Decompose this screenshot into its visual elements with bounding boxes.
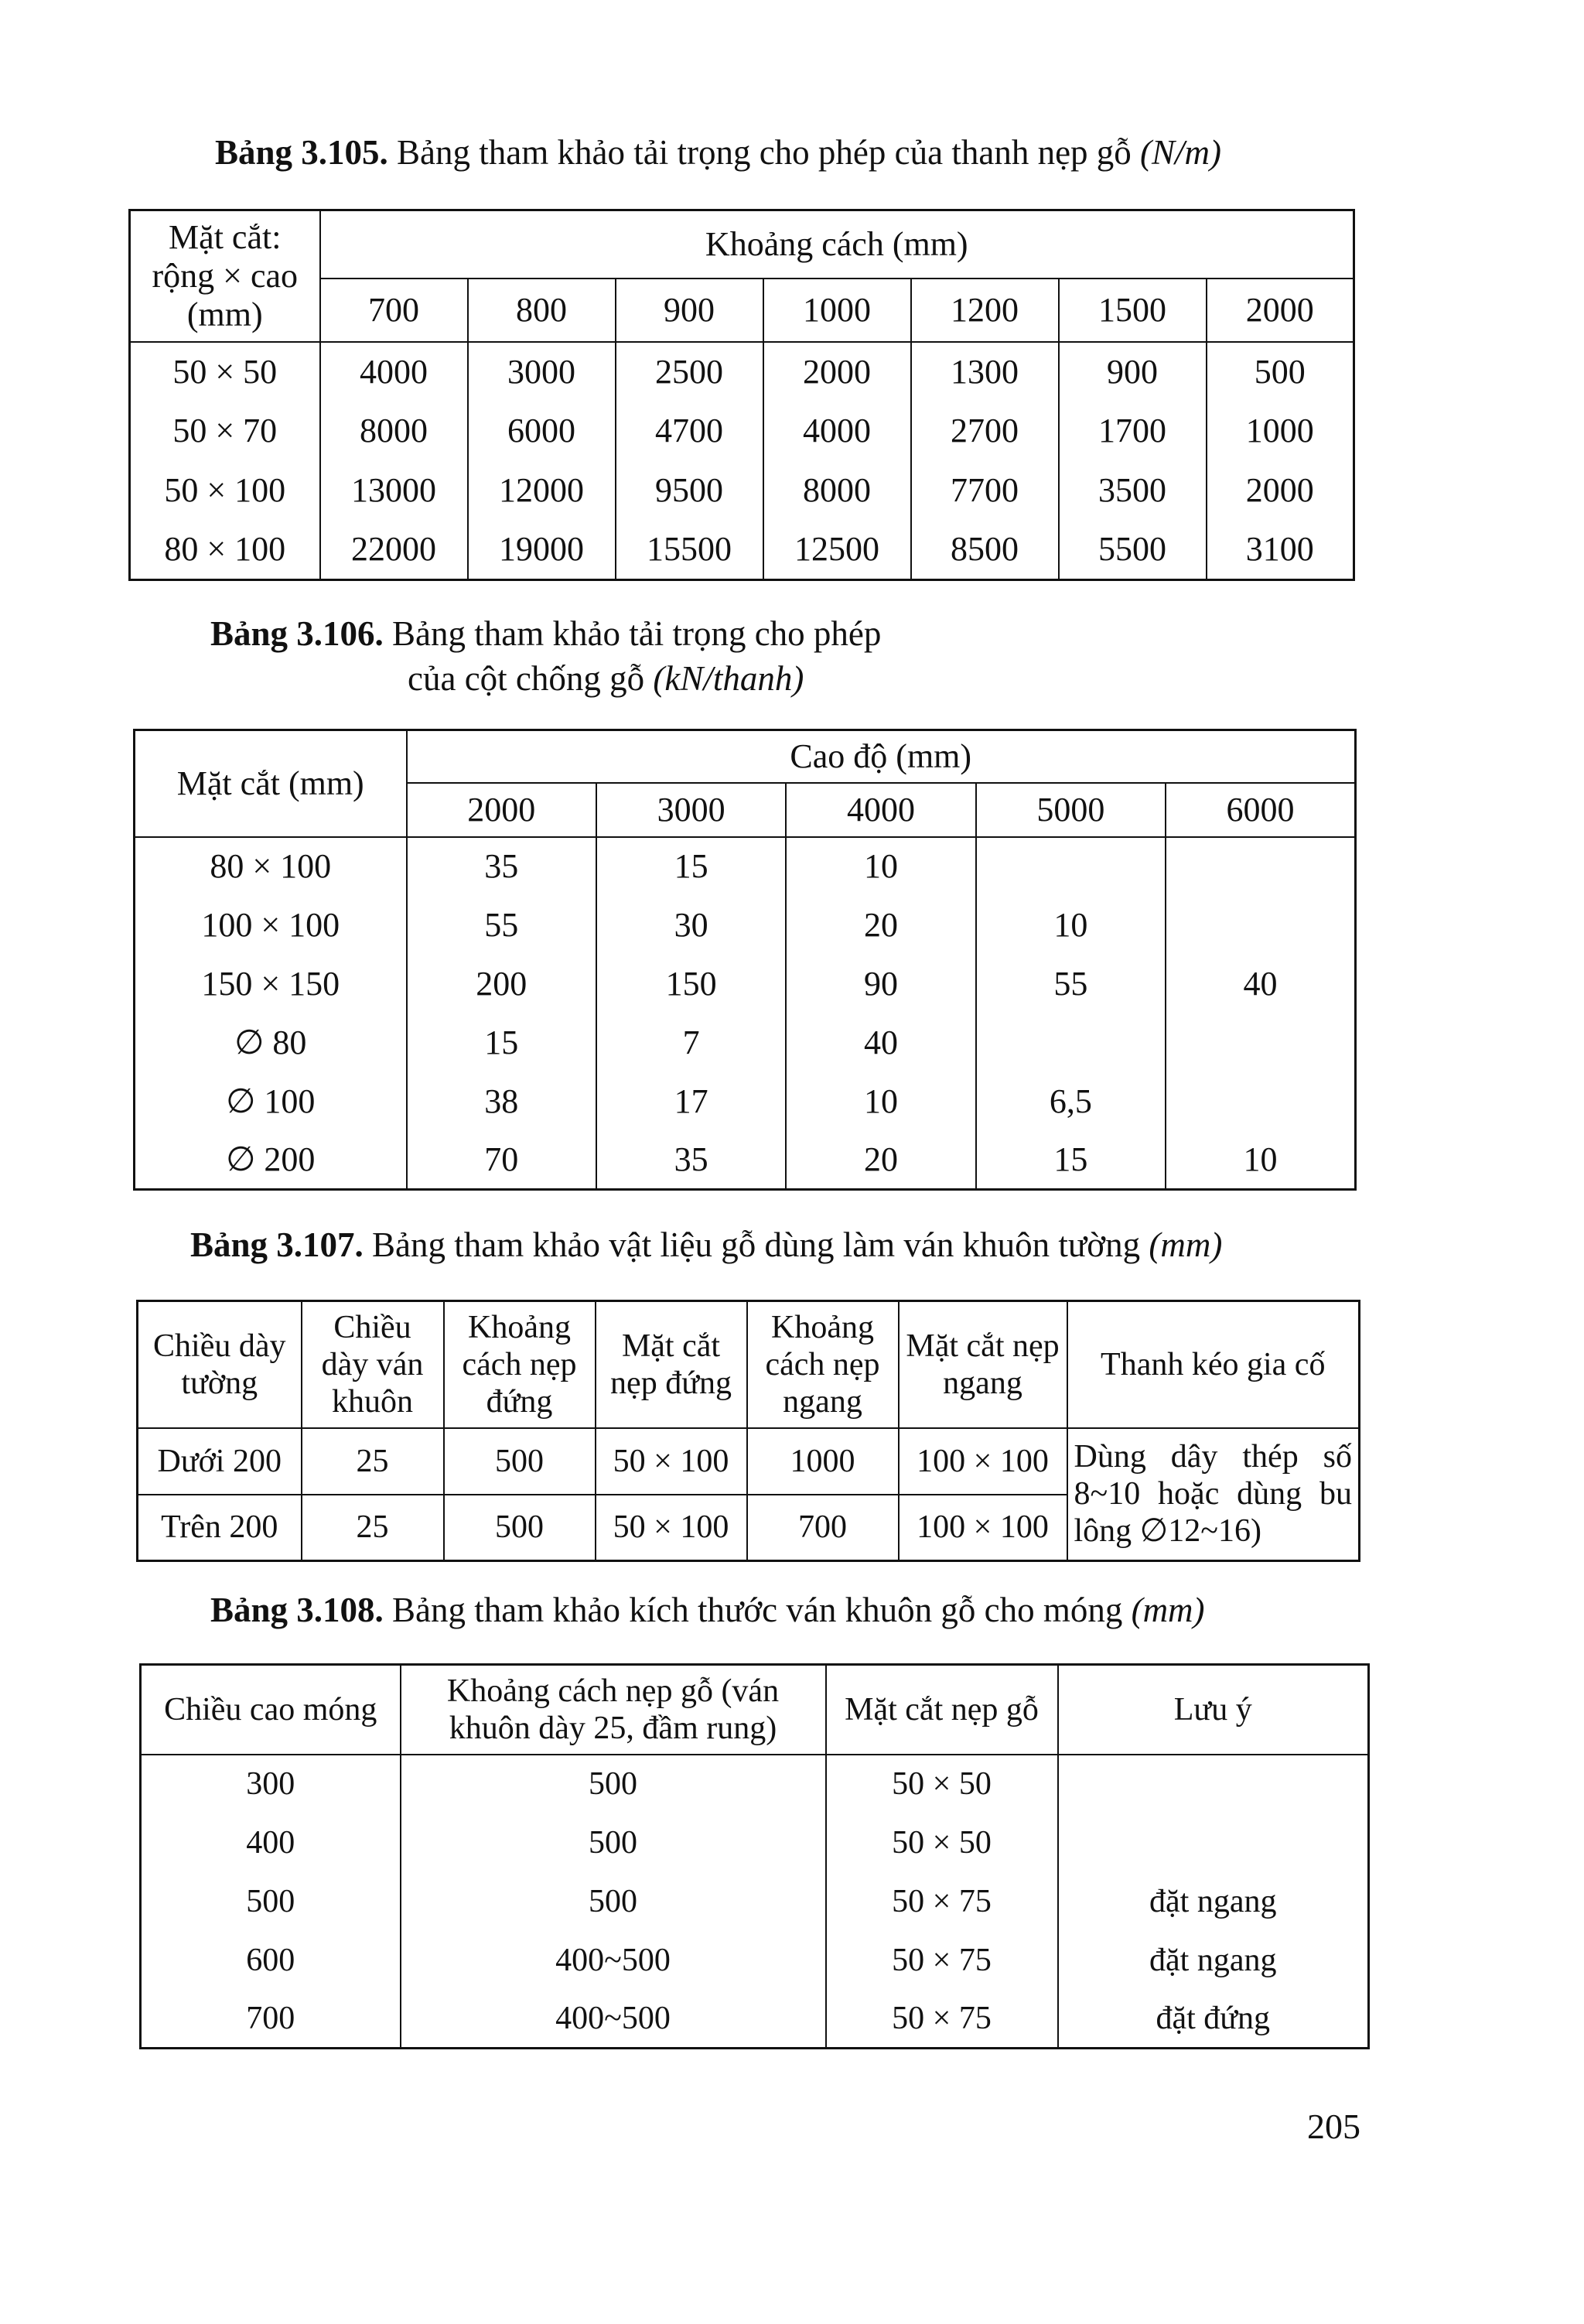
table-cell: 55: [976, 955, 1166, 1013]
table-105-caption: [215, 130, 1221, 175]
table-106-col: 6000: [1166, 783, 1355, 837]
table-106-col: 2000: [407, 783, 596, 837]
table-cell: 15: [407, 1013, 596, 1072]
table-cell: đặt ngang: [1058, 1872, 1369, 1931]
table-row: [130, 342, 1354, 402]
table-row: [138, 1428, 1360, 1495]
table-cell: 40: [786, 1013, 975, 1072]
table-cell: 12500: [763, 521, 911, 580]
table-107-label: Bảng 3.107.: [190, 1225, 364, 1264]
table-cell: 9500: [616, 461, 763, 521]
table-cell: 4000: [763, 402, 911, 461]
table-107-header: Khoảng cách nẹp ngang: [747, 1301, 899, 1428]
table-cell: 400~500: [401, 1990, 826, 2049]
table-cell: 15500: [616, 521, 763, 580]
table-row: [135, 896, 1356, 955]
table-105-col: 1000: [763, 279, 911, 342]
table-cell: 1300: [911, 342, 1059, 402]
table-cell: 200: [407, 955, 596, 1013]
table-108-label: Bảng 3.108.: [210, 1591, 384, 1629]
table-cell: 50 × 50: [826, 1755, 1058, 1813]
table-107-title: Bảng tham khảo vật liệu gỗ dùng làm ván khuôn tường: [372, 1225, 1141, 1264]
table-cell: 500: [401, 1755, 826, 1813]
table-cell: 500: [401, 1872, 826, 1931]
table-105-col: 900: [616, 279, 763, 342]
table-cell: 90: [786, 955, 975, 1013]
table-cell: 900: [1059, 342, 1207, 402]
table-cell: 50 × 100: [596, 1428, 747, 1495]
table-108-header: Chiều cao móng: [141, 1665, 401, 1755]
table-105-col: 800: [468, 279, 616, 342]
table-108-unit: (mm): [1131, 1591, 1205, 1629]
table-107: [136, 1300, 1360, 1562]
table-cell: 400~500: [401, 1931, 826, 1990]
table-cell: 50 × 75: [826, 1872, 1058, 1931]
table-cell: [1058, 1813, 1369, 1872]
table-105-col: 700: [320, 279, 468, 342]
table-row: [135, 955, 1356, 1013]
table-cell: ∅ 200: [135, 1131, 407, 1190]
table-cell: 25: [302, 1428, 444, 1495]
table-cell: 15: [976, 1131, 1166, 1190]
table-cell: 8500: [911, 521, 1059, 580]
table-107-header: Khoảng cách nẹp đứng: [444, 1301, 596, 1428]
table-cell: 2000: [763, 342, 911, 402]
table-cell: 700: [747, 1495, 899, 1561]
table-cell: 35: [596, 1131, 786, 1190]
table-row: [141, 1990, 1369, 2049]
table-row: [135, 1013, 1356, 1072]
table-cell: 600: [141, 1931, 401, 1990]
table-cell: 8000: [320, 402, 468, 461]
table-105-label: Bảng 3.105.: [215, 133, 388, 172]
table-cell: 6000: [468, 402, 616, 461]
table-row: [141, 1872, 1369, 1931]
page-number: 205: [1307, 2107, 1360, 2146]
table-row: [135, 1072, 1356, 1131]
table-108-header: Khoảng cách nẹp gỗ (ván khuôn dày 25, đầm rung): [401, 1665, 826, 1755]
table-cell: 1000: [1207, 402, 1354, 461]
table-cell: 50 × 70: [130, 402, 320, 461]
table-cell: 3500: [1059, 461, 1207, 521]
table-cell: 100 × 100: [135, 896, 407, 955]
table-cell: 5500: [1059, 521, 1207, 580]
table-105: [128, 209, 1355, 581]
table-106-head-col: Mặt cắt (mm): [135, 730, 407, 837]
table-106-title-line2: của cột chống gỗ: [408, 659, 645, 698]
table-105-head-group: Khoảng cách (mm): [320, 210, 1354, 279]
table-107-header: Chiều dày tường: [138, 1301, 302, 1428]
table-cell: 500: [141, 1872, 401, 1931]
table-cell: 50 × 50: [826, 1813, 1058, 1872]
table-105-head-col: Mặt cắt: rộng × cao (mm): [130, 210, 320, 342]
table-cell: đặt ngang: [1058, 1931, 1369, 1990]
table-cell: 7: [596, 1013, 786, 1072]
table-cell: 8000: [763, 461, 911, 521]
table-cell: 80 × 100: [130, 521, 320, 580]
table-108-caption: [210, 1587, 1205, 1632]
table-cell: 50 × 75: [826, 1931, 1058, 1990]
table-cell: 4700: [616, 402, 763, 461]
table-cell: 19000: [468, 521, 616, 580]
table-cell: 7700: [911, 461, 1059, 521]
table-cell: 55: [407, 896, 596, 955]
table-cell: 17: [596, 1072, 786, 1131]
table-cell: 6,5: [976, 1072, 1166, 1131]
table-cell: 15: [596, 837, 786, 896]
table-cell: 10: [976, 896, 1166, 955]
table-cell: Trên 200: [138, 1495, 302, 1561]
table-105-title: Bảng tham khảo tải trọng cho phép của thanh nẹp gỗ: [397, 133, 1132, 172]
table-108-header: Mặt cắt nẹp gỗ: [826, 1665, 1058, 1755]
table-cell: 2700: [911, 402, 1059, 461]
table-cell: 300: [141, 1755, 401, 1813]
table-cell: [976, 1013, 1166, 1072]
table-106-head-group: Cao độ (mm): [407, 730, 1356, 783]
table-row: [141, 1755, 1369, 1813]
table-cell: 500: [401, 1813, 826, 1872]
table-cell: ∅ 100: [135, 1072, 407, 1131]
table-row: [135, 837, 1356, 896]
table-105-col: 1200: [911, 279, 1059, 342]
table-cell: [1166, 896, 1355, 955]
table-cell: 30: [596, 896, 786, 955]
table-cell: 50 × 100: [596, 1495, 747, 1561]
table-cell: 20: [786, 896, 975, 955]
table-cell: 50 × 50: [130, 342, 320, 402]
table-cell: 100 × 100: [899, 1428, 1067, 1495]
table-row: [141, 1813, 1369, 1872]
table-cell: 20: [786, 1131, 975, 1190]
table-106-title-line1: Bảng tham khảo tải trọng cho phép: [392, 614, 882, 653]
table-cell: 10: [786, 837, 975, 896]
table-cell: [976, 837, 1166, 896]
table-cell: [1166, 837, 1355, 896]
table-108-title: Bảng tham khảo kích thước ván khuôn gỗ cho móng: [392, 1591, 1123, 1629]
table-cell: 500: [444, 1428, 596, 1495]
table-107-note: Dùng dây thép số 8~10 hoặc dùng bu lông ∅12~16): [1067, 1428, 1360, 1561]
table-106-label: Bảng 3.106.: [210, 614, 384, 653]
table-cell: 2500: [616, 342, 763, 402]
table-107-header: Mặt cắt nẹp ngang: [899, 1301, 1067, 1428]
table-cell: đặt đứng: [1058, 1990, 1369, 2049]
table-row: [130, 461, 1354, 521]
table-cell: 13000: [320, 461, 468, 521]
table-cell: Dưới 200: [138, 1428, 302, 1495]
table-cell: 50 × 75: [826, 1990, 1058, 2049]
table-cell: 2000: [1207, 461, 1354, 521]
table-cell: [1166, 1072, 1355, 1131]
table-cell: 10: [1166, 1131, 1355, 1190]
table-106-caption: [210, 611, 881, 701]
table-row: [135, 1131, 1356, 1190]
table-108: [139, 1663, 1370, 2049]
table-107-header: Mặt cắt nẹp đứng: [596, 1301, 747, 1428]
table-cell: 500: [1207, 342, 1354, 402]
table-row: [141, 1931, 1369, 1990]
table-cell: 50 × 100: [130, 461, 320, 521]
table-107-caption: [190, 1222, 1222, 1267]
table-cell: [1058, 1755, 1369, 1813]
table-cell: 100 × 100: [899, 1495, 1067, 1561]
table-cell: 12000: [468, 461, 616, 521]
table-cell: 500: [444, 1495, 596, 1561]
table-cell: 70: [407, 1131, 596, 1190]
table-108-header: Lưu ý: [1058, 1665, 1369, 1755]
table-cell: 4000: [320, 342, 468, 402]
table-cell: 10: [786, 1072, 975, 1131]
table-cell: 400: [141, 1813, 401, 1872]
table-cell: 25: [302, 1495, 444, 1561]
table-105-col: 1500: [1059, 279, 1207, 342]
table-107-header: Thanh kéo gia cố: [1067, 1301, 1360, 1428]
table-106-unit: (kN/thanh): [653, 659, 804, 698]
table-106-col: 5000: [976, 783, 1166, 837]
table-cell: 150: [596, 955, 786, 1013]
table-cell: 80 × 100: [135, 837, 407, 896]
table-cell: 1000: [747, 1428, 899, 1495]
table-cell: ∅ 80: [135, 1013, 407, 1072]
table-cell: 22000: [320, 521, 468, 580]
table-cell: 38: [407, 1072, 596, 1131]
table-105-col: 2000: [1207, 279, 1354, 342]
table-107-unit: (mm): [1149, 1225, 1223, 1264]
table-cell: 40: [1166, 955, 1355, 1013]
table-106-col: 4000: [786, 783, 975, 837]
table-cell: [1166, 1013, 1355, 1072]
table-row: [130, 521, 1354, 580]
table-106-col: 3000: [596, 783, 786, 837]
table-cell: 700: [141, 1990, 401, 2049]
table-106: [133, 729, 1357, 1191]
table-cell: 3000: [468, 342, 616, 402]
table-cell: 3100: [1207, 521, 1354, 580]
table-107-header: Chiều dày ván khuôn: [302, 1301, 444, 1428]
table-cell: 1700: [1059, 402, 1207, 461]
table-cell: 150 × 150: [135, 955, 407, 1013]
table-cell: 35: [407, 837, 596, 896]
table-105-unit: (N/m): [1140, 133, 1222, 172]
table-row: [130, 402, 1354, 461]
